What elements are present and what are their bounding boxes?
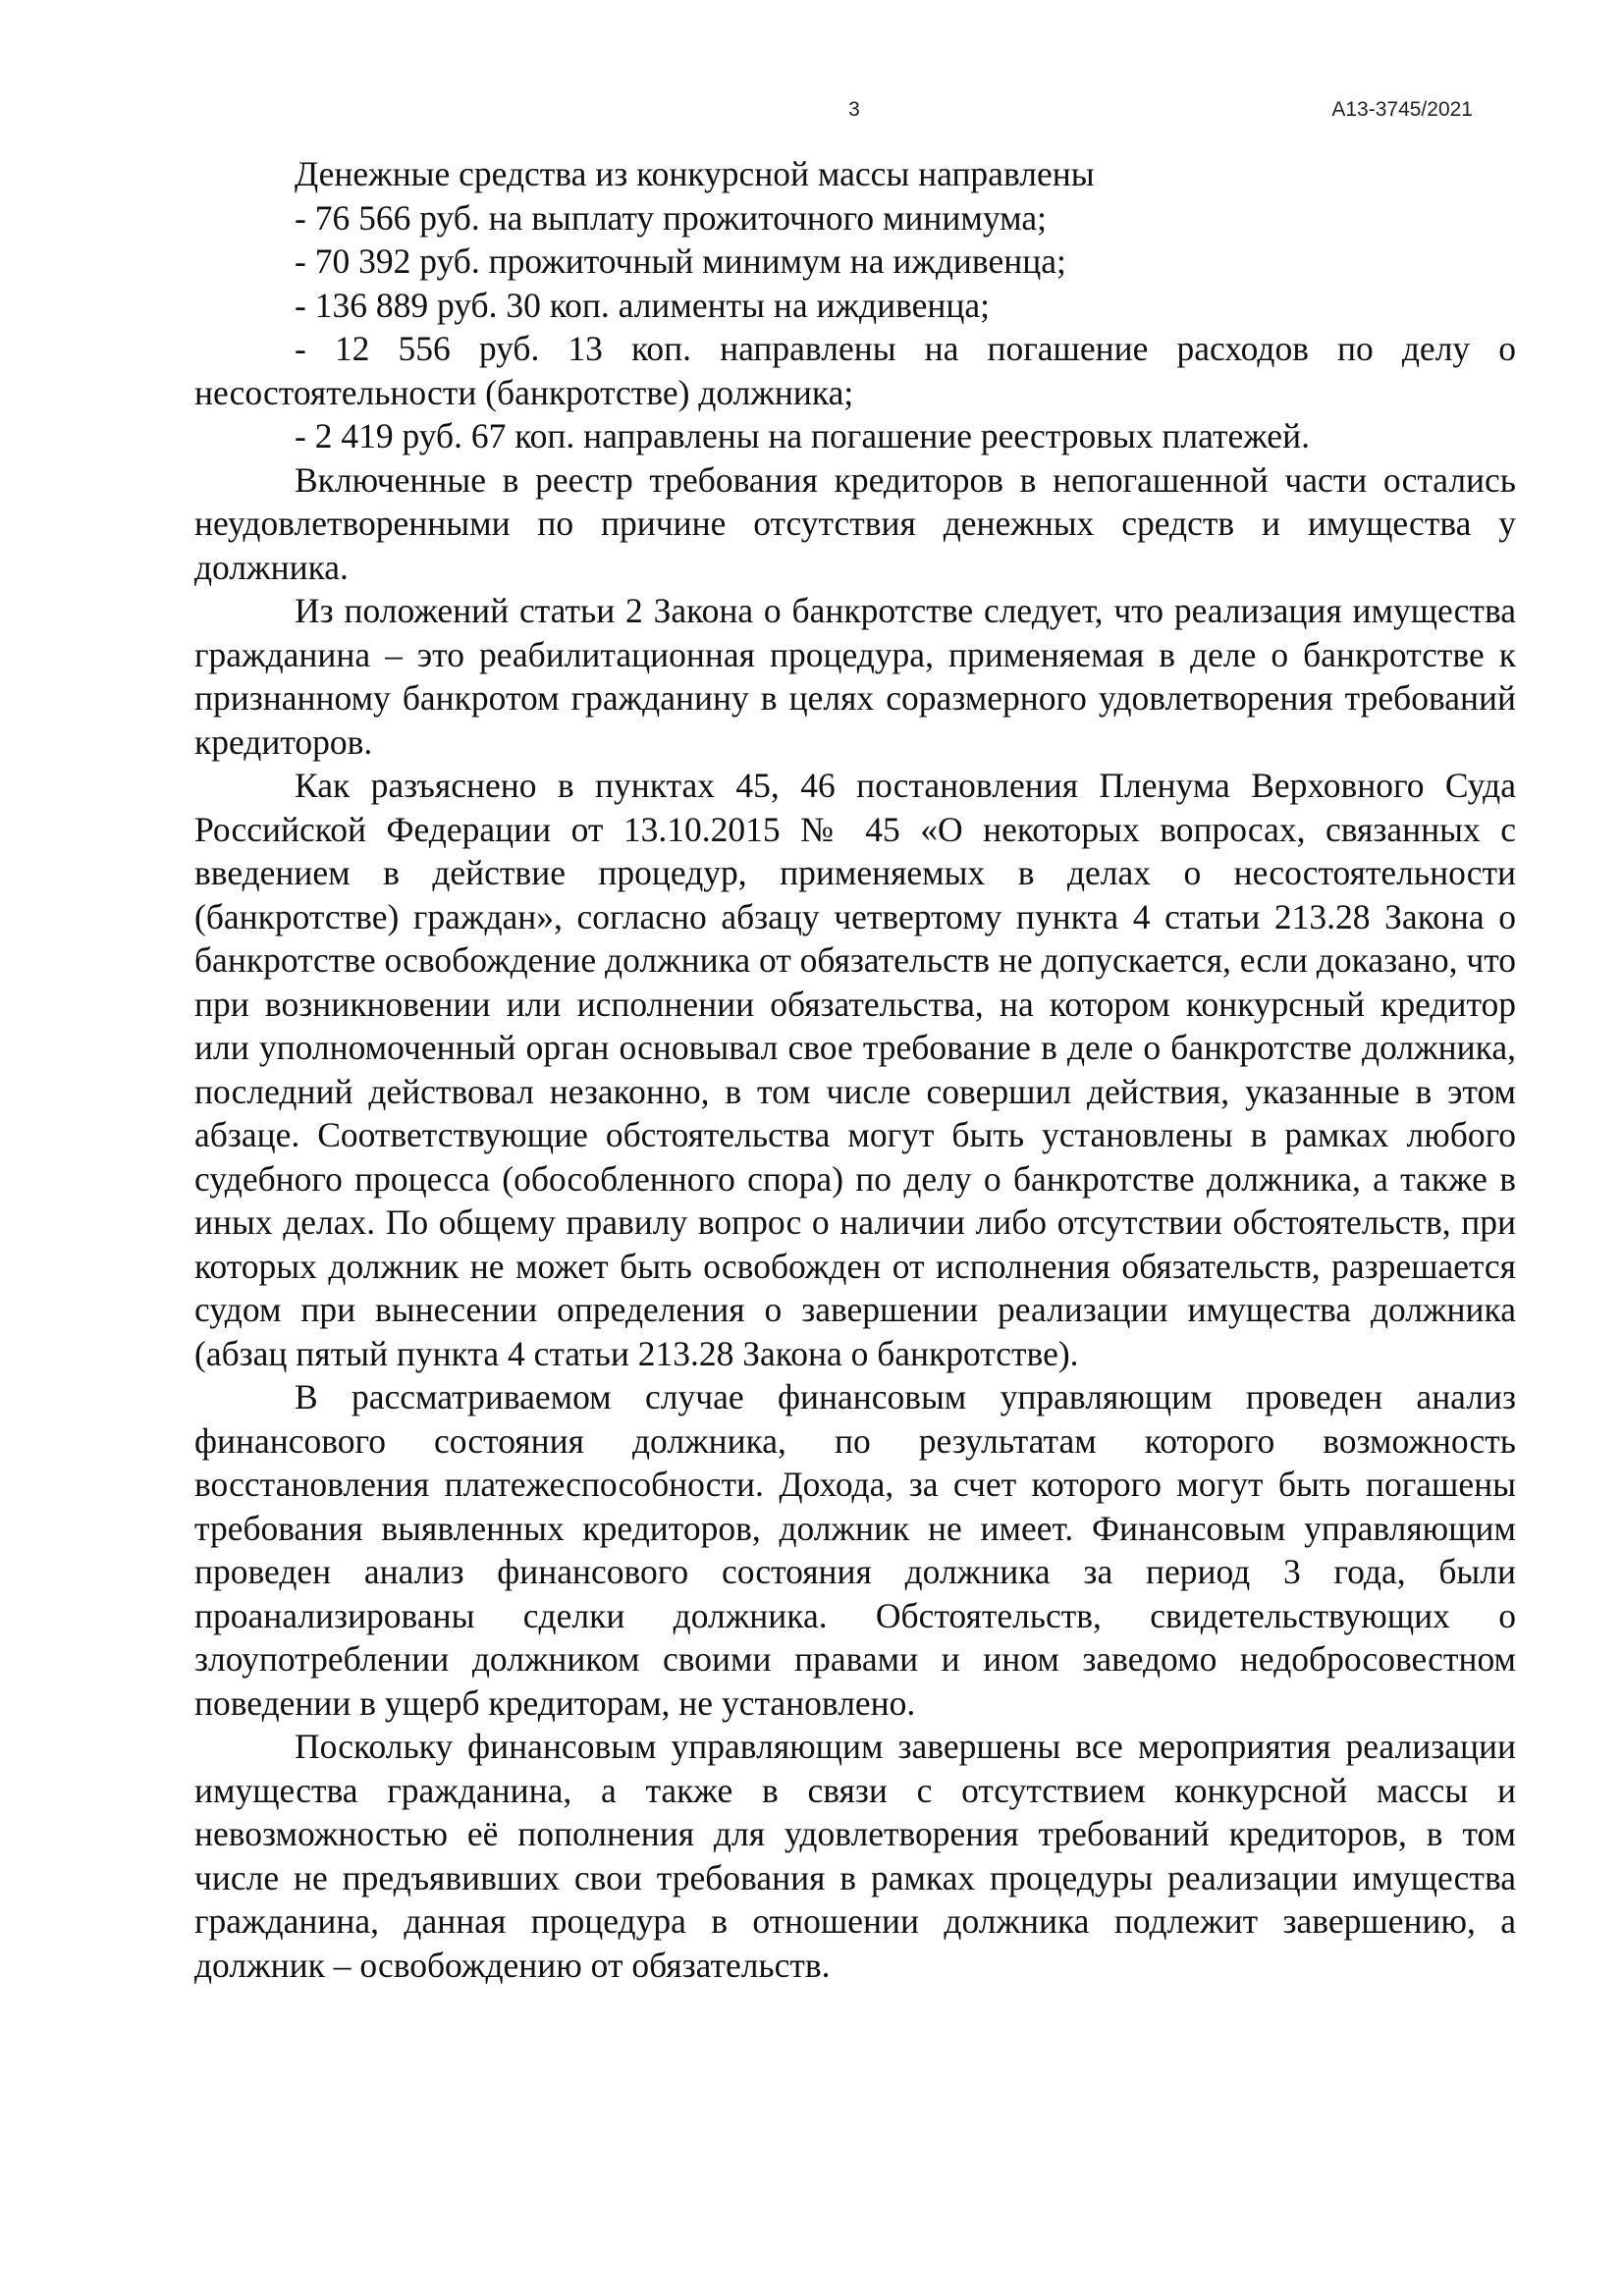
page-number: 3 <box>848 98 860 121</box>
list-item-subsistence-minimum: - 76 566 руб. на выплату прожиточного минимума; <box>295 197 1048 238</box>
paragraph-conclusion: Поскольку финансовым управляющим завершены все мероприятия реализации имущества гражданина, а также в связи с отсутствием конкурсной массы и невозможностью её пополнения для удовлетворения требований кредиторов, в том числе не предъявивших свои требования в рамках процедуры реализации имущества гражданина, данная процедура в отношении должника подлежит завершению, а должник – освобождению от обязательств. <box>194 1727 1516 1985</box>
paragraph-financial-analysis: В рассматриваемом случае финансовым управляющим проведен анализ финансового состояния должника, по результатам которого возможность восстановления платежеспособности. Дохода, за счет которого могут быть погашены требования выявленных кредиторов, должник не имеет. Финансовым управляющим проведен анализ финансового состояния должника за период 3 года, были проанализированы сделки должника. Обстоятельств, свидетельствующих о злоупотреблении должником своими правами и ином заведомо недобросовестном поведении в ущерб кредиторам, не установлено. <box>194 1377 1516 1723</box>
document-body <box>194 152 1516 1987</box>
paragraph-plenum-explanation: Как разъяснено в пунктах 45, 46 постановления Пленума Верховного Суда Российской Федерации от 13.10.2015 № 45 «О некоторых вопросах, связанных с введением в действие процедур, применяемых в делах о несостоятельности (банкротстве) граждан», согласно абзацу четвертому пункта 4 статьи 213.28 Закона о банкротстве освобождение должника от обязательств не допускается, если доказано, что при возникновении или исполнении обязательства, на котором конкурсный кредитор или уполномоченный орган основывал свое требование в деле о банкротстве должника, последний действовал незаконно, в том числе совершил действия, указанные в этом абзаце. Соответствующие обстоятельства могут быть установлены в рамках любого судебного процесса (обособленного спора) по делу о банкротстве должника, а также в иных делах. По общему правилу вопрос о наличии либо отсутствии обстоятельств, при которых должник не может быть освобожден от исполнения обязательств, разрешается судом при вынесении определения о завершении реализации имущества должника (абзац пятый пункта 4 статьи 213.28 Закона о банкротстве). <box>194 766 1517 1373</box>
paragraph-funds-intro: Денежные средства из конкурсной массы направлены <box>295 154 1095 193</box>
paragraph-article-2: Из положений статьи 2 Закона о банкротстве следует, что реализация имущества гражданина – это реабилитационная процедура, применяемая в деле о банкротстве к признанному банкротом гражданину в целях соразмерного удовлетворения требований кредиторов. <box>194 591 1516 762</box>
list-item-dependent-minimum: - 70 392 руб. прожиточный минимум на иждивенца; <box>295 241 1066 281</box>
list-item-alimony: - 136 889 руб. 30 коп. алименты на иждивенца; <box>295 285 991 325</box>
list-item-bankruptcy-expenses: - 12 556 руб. 13 коп. направлены на погашение расходов по делу о несостоятельности (банкротстве) должника; <box>194 329 1516 412</box>
case-number: А13-3745/2021 <box>1331 98 1473 121</box>
list-item-registry-payments: - 2 419 руб. 67 коп. направлены на погашение реестровых платежей. <box>295 416 1310 455</box>
paragraph-unsatisfied-claims: Включенные в реестр требования кредиторов в непогашенной части остались неудовлетворенными по причине отсутствия денежных средств и имущества у должника. <box>194 459 1516 587</box>
